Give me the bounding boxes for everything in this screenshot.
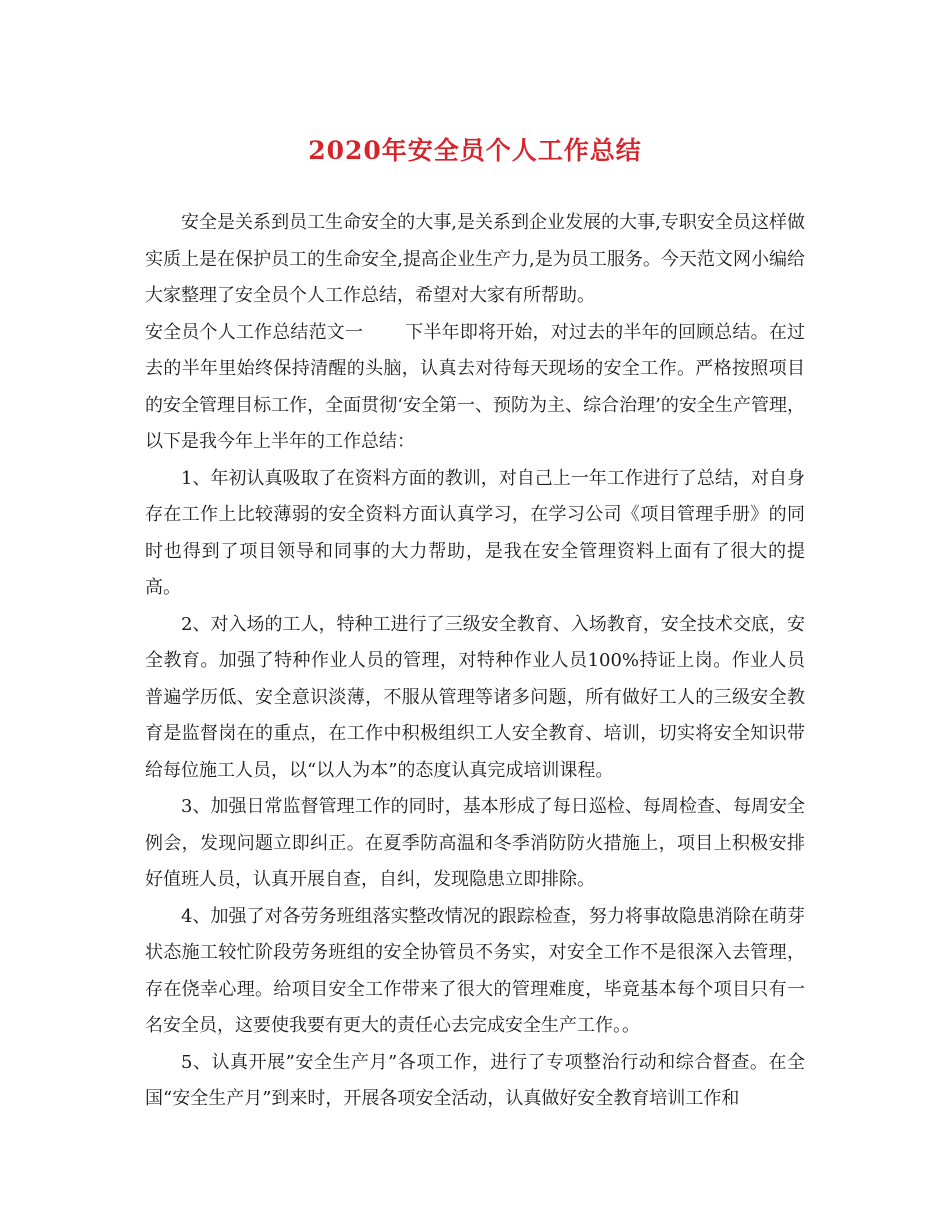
- item-paragraph-2: 2、对入场的工人，特种工进行了三级安全教育、入场教育，安全技术交底，安全教育。加强了特种作业人员的管理，对特种作业人员100%持证上岗。作业人员普遍学历低、安全意识淡薄，不服从管理等诸多问题，所有做好工人的三级安全教育是监督岗在的重点，在工作中积极组织工人安全教育、培训，切实将安全知识带给每位施工人员，以“以人为本”的态度认真完成培训课程。: [145, 613, 805, 781]
- item-paragraph-3: 3、加强日常监督管理工作的同时，基本形成了每日巡检、每周检查、每周安全例会，发现问题立即纠正。在夏季防高温和冬季消防防火措施上，项目上积极安排好值班人员，认真开展自查，自纠，发现隐患立即排除。: [145, 796, 805, 890]
- intro-paragraph: 安全是关系到员工生命安全的大事,是关系到企业发展的大事,专职安全员这样做实质上是在保护员工的生命安全,提高企业生产力,是为员工服务。今天范文网小编给大家整理了安全员个人工作总结，希望对大家有所帮助。: [145, 212, 805, 306]
- section-opening: 下半年即将开始，对过去的半年的回顾总结。在过去的半年里始终保持清醒的头脑，认真去对待每天现场的安全工作。严格按照项目的安全管理目标工作，全面贯彻‘安全第一、预防为主、综合治理’的安全生产管理，以下是我今年上半年的工作总结：: [145, 321, 806, 452]
- item-paragraph-1: 1、年初认真吸取了在资料方面的教训，对自己上一年工作进行了总结，对自身存在工作上比较薄弱的安全资料方面认真学习，在学习公司《项目管理手册》的同时也得到了项目领导和同事的大力帮助，是我在安全管理资料上面有了很大的提高。: [145, 467, 805, 598]
- item-paragraph-4: 4、加强了对各劳务班组落实整改情况的跟踪检查，努力将事故隐患消除在萌芽状态施工较忙阶段劳务班组的安全协管员不务实，对安全工作不是很深入去管理，存在侥幸心理。给项目安全工作带来了很大的管理难度，毕竟基本每个项目只有一名安全员，这要使我要有更大的责任心去完成安全生产工作。。: [145, 905, 805, 1036]
- document-body: [145, 205, 805, 1118]
- section-paragraph: [145, 315, 805, 461]
- section-heading: 安全员个人工作总结范文一: [145, 321, 364, 343]
- item-paragraph-5: 5、认真开展”安全生产月”各项工作，进行了专项整治行动和综合督查。在全国“安全生产月”到来时，开展各项安全活动，认真做好安全教育培训工作和: [145, 1051, 805, 1109]
- document-title: 2020年安全员个人工作总结: [308, 136, 642, 165]
